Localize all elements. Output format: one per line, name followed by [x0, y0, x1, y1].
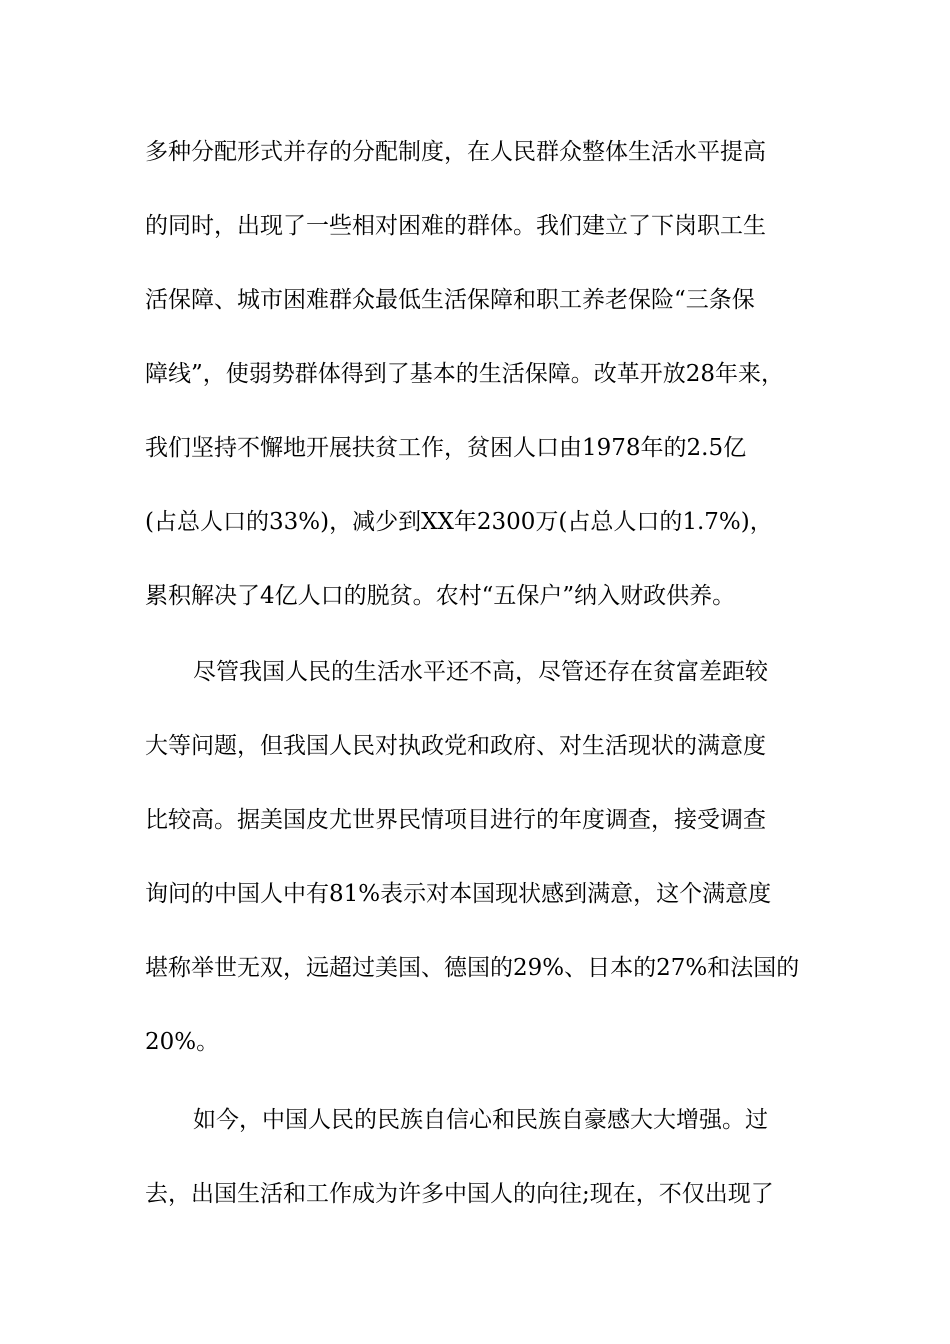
text-line: 累积解决了4亿人口的脱贫。农村“五保户”纳入财政供养。	[145, 583, 736, 609]
text-line: 大等问题，但我国人民对执政党和政府、对生活现状的满意度	[145, 733, 766, 759]
text-line: (占总人口的33%)，减少到XX年2300万(占总人口的1.7%)，	[145, 509, 773, 535]
text-line: 询问的中国人中有81%表示对本国现状感到满意，这个满意度	[145, 881, 772, 907]
paragraph-first-line: 如今，中国人民的民族自信心和民族自豪感大大增强。过	[193, 1107, 768, 1133]
text-line: 比较高。据美国皮尤世界民情项目进行的年度调查，接受调查	[145, 807, 766, 833]
text-line: 多种分配形式并存的分配制度，在人民群众整体生活水平提高	[145, 139, 766, 165]
text-line: 障线”，使弱势群体得到了基本的生活保障。改革开放28年来，	[145, 361, 785, 387]
text-line: 我们坚持不懈地开展扶贫工作，贫困人口由1978年的2.5亿	[145, 435, 747, 461]
text-line: 去，出国生活和工作成为许多中国人的向往;现在，不仅出现了	[145, 1181, 774, 1207]
text-line: 活保障、城市困难群众最低生活保障和职工养老保险“三条保	[145, 287, 755, 313]
text-line: 堪称举世无双，远超过美国、德国的29%、日本的27%和法国的	[145, 955, 800, 981]
paragraph-first-line: 尽管我国人民的生活水平还不高，尽管还存在贫富差距较	[193, 659, 768, 685]
text-line: 的同时，出现了一些相对困难的群体。我们建立了下岗职工生	[145, 213, 766, 239]
text-line: 20%。	[145, 1029, 220, 1055]
